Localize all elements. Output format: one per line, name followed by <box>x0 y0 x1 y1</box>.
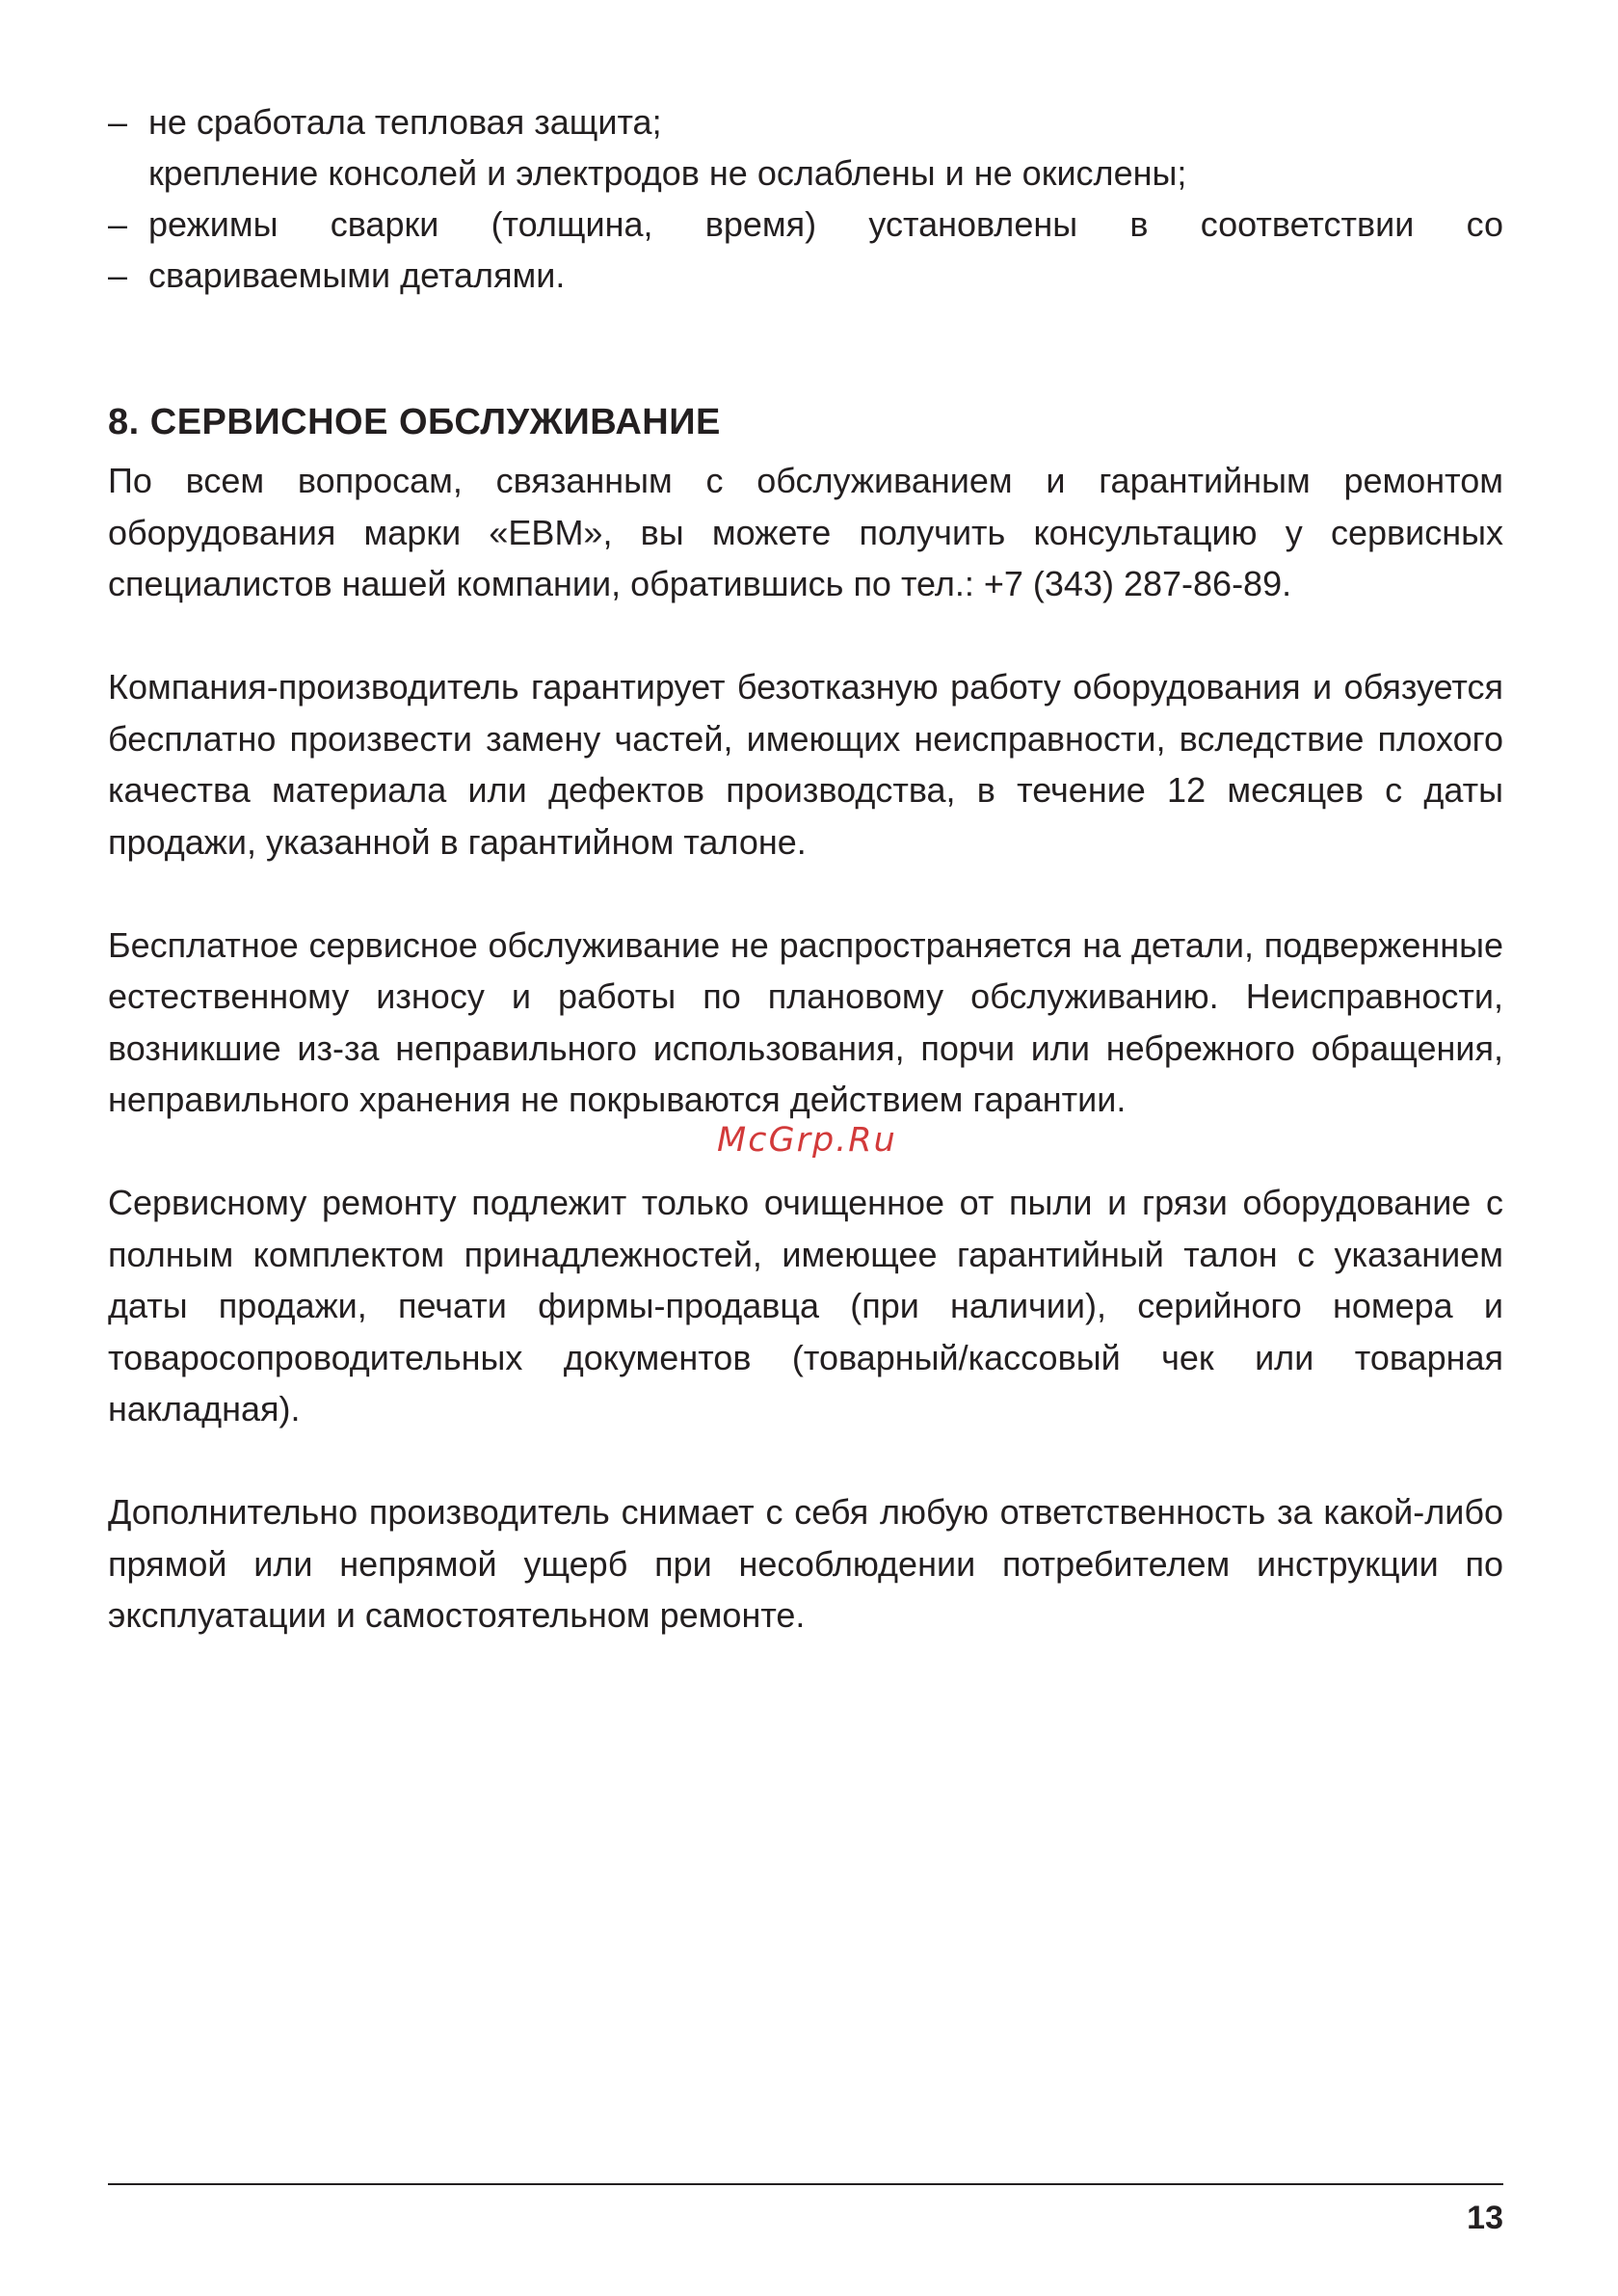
paragraph-service-conditions: Сервисному ремонту подлежит только очищенное от пыли и грязи оборудование с полным комплектом принадлежностей, имеющее гарантийный талон с указанием даты продажи, печати фирмы-продавца (при наличии), серийного номера и товаросопроводительных документов (товарный/кассовый чек или товарная накладная). <box>108 1183 1503 1428</box>
dash-marker: – <box>108 102 128 142</box>
paragraph-liability: Дополнительно производитель снимает с себя любую ответственность за какой-либо прямой или непрямой ущерб при несоблюдении потребителем инструкции по эксплуатации и самостоятельном ремонте. <box>108 1492 1503 1635</box>
paragraph-contacts: По всем вопросам, связанным с обслуживанием и гарантийным ремонтом оборудования марки «EBM», вы можете получить консультацию у сервисных специалистов нашей компании, обратившись по тел.: +7 (343) 287-86-89. <box>108 461 1503 603</box>
checklist <box>108 96 1503 301</box>
paragraph-exclusions: Бесплатное сервисное обслуживание не распространяется на детали, подверженные естественному износу и работы по плановому обслуживанию. Неисправности, возникшие из-за неправильного использования, порчи или небрежного обращения, неправильного хранения не покрываются действием гарантии. <box>108 924 1503 1119</box>
list-item-text: не сработала тепловая защита; <box>148 102 662 142</box>
list-item <box>108 250 1503 301</box>
section-title: 8. СЕРВИСНОЕ ОБСЛУЖИВАНИЕ <box>108 402 721 442</box>
list-item-text: режимы сварки (толщина, время) установлены в соответствии со <box>148 204 1503 244</box>
list-item <box>108 199 1503 250</box>
list-item-text: свариваемыми деталями. <box>148 255 566 295</box>
page-number: 13 <box>1467 2200 1503 2236</box>
document-page <box>108 96 1503 1642</box>
list-item-text: крепление консолей и электродов не ослаблены и не окислены; <box>148 153 1187 193</box>
list-item <box>108 96 1503 147</box>
list-item <box>108 147 1503 199</box>
footer-divider <box>108 2183 1503 2185</box>
watermark: McGrp.Ru <box>717 1121 897 1160</box>
paragraph-warranty: Компания-производитель гарантирует безотказную работу оборудования и обязуется бесплатно произвести замену частей, имеющих неисправности, вследствие плохого качества материала или дефектов производства, в течение 12 месяцев с даты продажи, указанной в гарантийном талоне. <box>108 667 1503 862</box>
dash-marker: – <box>108 204 128 244</box>
dash-marker: – <box>108 255 128 295</box>
